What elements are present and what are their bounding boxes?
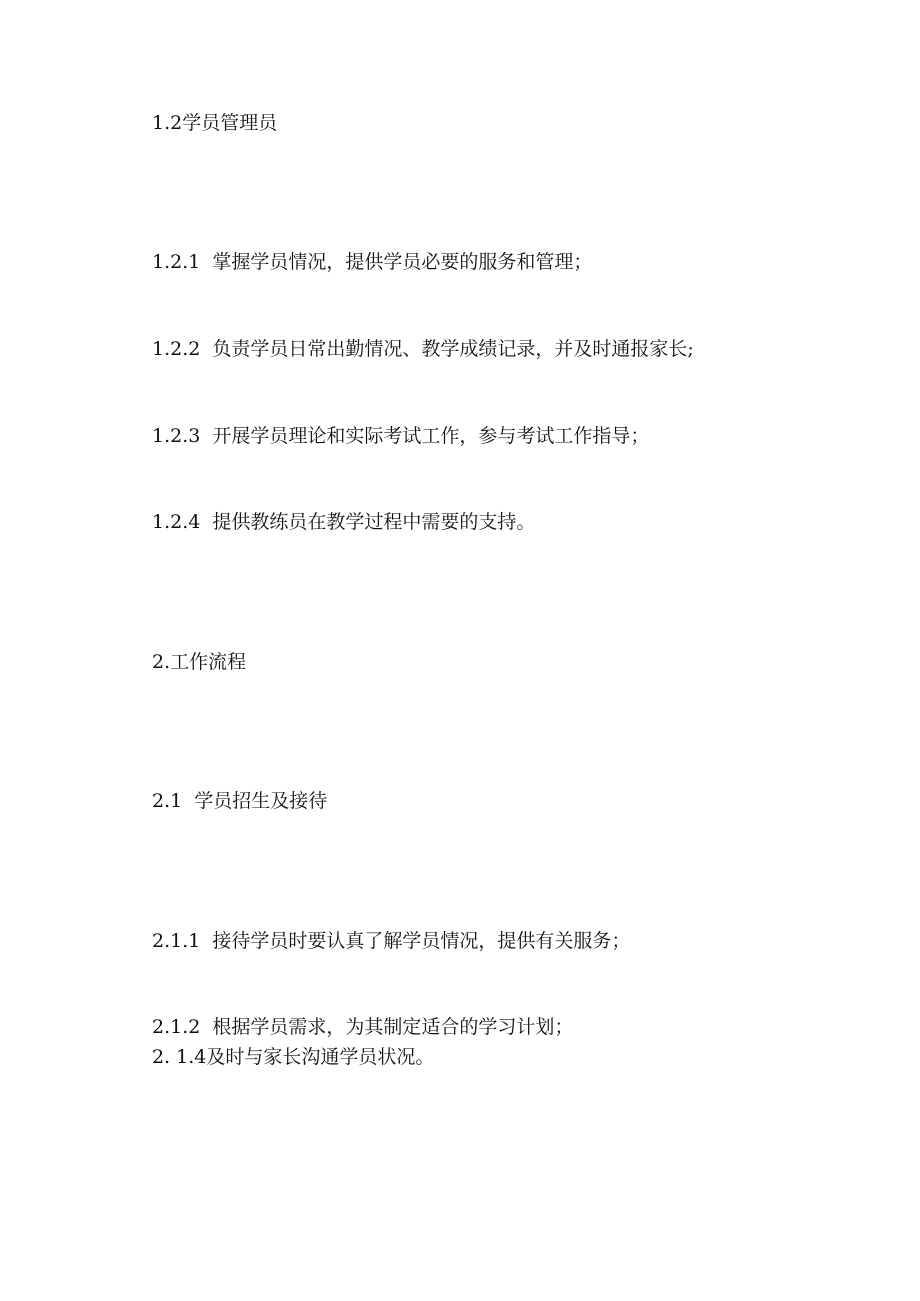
section-heading-1-2: 1.2学员管理员 [152,112,278,134]
item-1-2-3: 1.2.3 开展学员理论和实际考试工作，参与考试工作指导； [152,425,650,447]
item-2-1-4: 2. 1.4及时与家长沟通学员状况。 [152,1046,435,1068]
item-2-1-2: 2.1.2 根据学员需求，为其制定适合的学习计划； [152,1016,574,1038]
item-1-2-4: 1.2.4 提供教练员在教学过程中需要的支持。 [152,511,536,533]
item-1-2-2: 1.2.2 负责学员日常出勤情况、教学成绩记录，并及时通报家长; [152,338,694,360]
section-heading-2-1: 2.1 学员招生及接待 [152,790,328,812]
item-2-1-1: 2.1.1 接待学员时要认真了解学员情况，提供有关服务； [152,930,631,952]
section-heading-2: 2.工作流程 [152,651,247,673]
item-1-2-1: 1.2.1 掌握学员情况，提供学员必要的服务和管理； [152,251,593,273]
